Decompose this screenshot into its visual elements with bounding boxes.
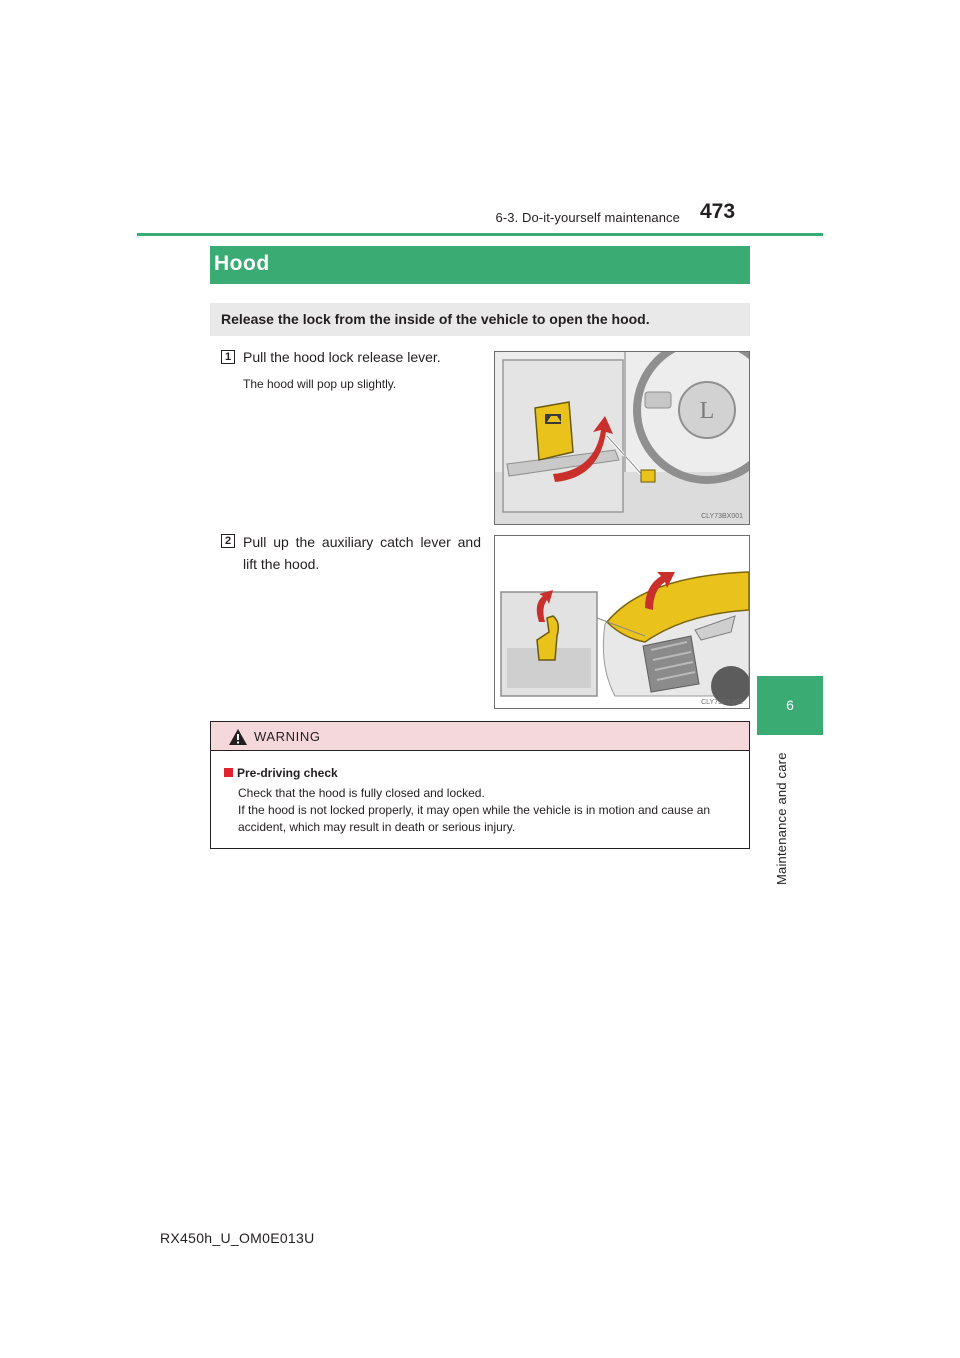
chapter-tab: 6: [757, 676, 823, 735]
svg-text:L: L: [699, 398, 715, 424]
warning-body: [238, 785, 743, 836]
document-code: RX450h_U_OM0E013U: [160, 1230, 315, 1246]
chapter-side-label: [770, 745, 790, 885]
figure-code-2: CLY73BX002: [701, 699, 743, 706]
auxiliary-catch-figure: [494, 535, 750, 709]
chapter-title: Maintenance and care: [774, 752, 789, 885]
step-1-note: The hood will pop up slightly.: [243, 377, 397, 391]
page-number: 473: [700, 200, 736, 223]
warning-subheading: [224, 766, 338, 780]
intro-text: Release the lock from the inside of the vehicle to open the hood.: [221, 311, 650, 327]
warning-line: If the hood is not locked properly, it may open while the vehicle is in motion and cause an accident, which may result in death or serious injury.: [238, 803, 711, 834]
warning-header: [211, 722, 749, 751]
intro-box: [210, 303, 750, 336]
warning-line: Check that the hood is fully closed and locked.: [238, 786, 485, 800]
figure-code-1: CLY73BX001: [701, 513, 743, 520]
hood-release-lever-figure: [494, 351, 750, 525]
warning-subheading-text: Pre-driving check: [237, 766, 338, 780]
warning-box: [210, 721, 750, 849]
page-title-bar: [210, 246, 750, 284]
step-number-2: 2: [221, 534, 235, 548]
hood-release-lever-illustration: [495, 352, 749, 524]
step-number-1: 1: [221, 350, 235, 364]
warning-triangle-icon: [228, 728, 248, 746]
bullet-square-icon: [224, 768, 233, 777]
header-divider: [137, 233, 823, 236]
step-1-text: Pull the hood lock release lever.: [243, 349, 441, 365]
section-title: 6-3. Do-it-yourself maintenance: [495, 210, 680, 225]
warning-title: WARNING: [254, 729, 321, 744]
auxiliary-catch-illustration: [495, 536, 749, 708]
page-title: Hood: [214, 252, 270, 275]
step-2-text: Pull up the auxiliary catch lever and lift the hood.: [243, 534, 481, 572]
